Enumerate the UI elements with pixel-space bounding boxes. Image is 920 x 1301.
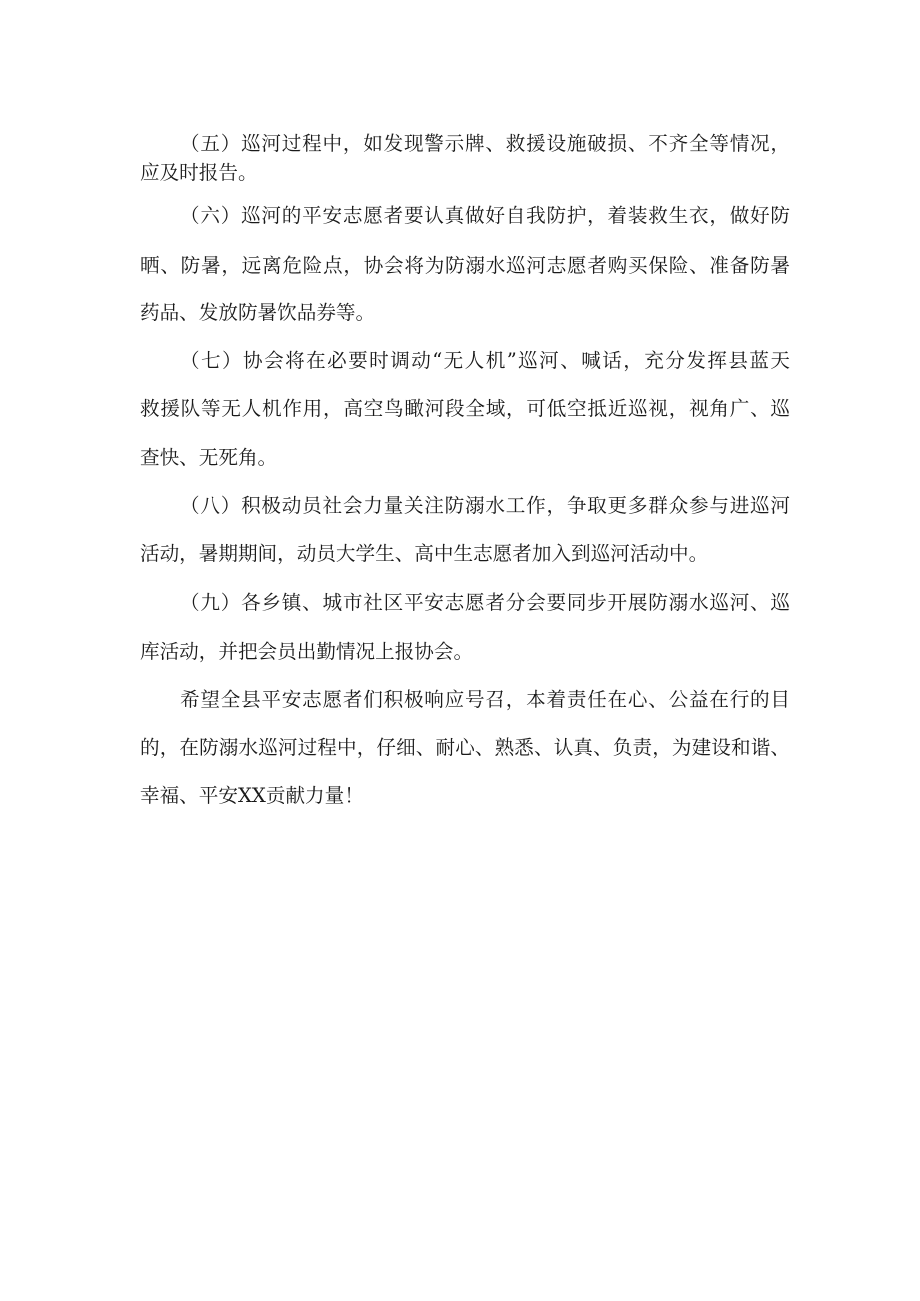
paragraph-7-line-2: 救援队等无人机作用，高空鸟瞰河段全域，可低空抵近巡视，视角广、巡 bbox=[140, 397, 790, 420]
paragraph-8-line-1: （八）积极动员社会力量关注防溺水工作，争取更多群众参与进巡河 bbox=[180, 494, 790, 517]
paragraph-6-line-2: 晒、防暑，远离危险点，协会将为防溺水巡河志愿者购买保险、准备防暑 bbox=[140, 254, 790, 277]
paragraph-9-line-2: 库活动，并把会员出勤情况上报协会。 bbox=[140, 640, 474, 663]
paragraph-5-line-2: 应及时报告。 bbox=[140, 161, 258, 184]
paragraph-7-line-1: （七）协会将在必要时调动“无人机”巡河、喊话，充分发挥县蓝天 bbox=[180, 349, 790, 372]
paragraph-6-line-1: （六）巡河的平安志愿者要认真做好自我防护，着装救生衣，做好防 bbox=[180, 204, 790, 227]
paragraph-9-line-1: （九）各乡镇、城市社区平安志愿者分会要同步开展防溺水巡河、巡 bbox=[180, 591, 790, 614]
paragraph-5-line-1: （五）巡河过程中，如发现警示牌、救援设施破损、不齐全等情况， bbox=[180, 132, 790, 155]
closing-paragraph-line-2: 的，在防溺水巡河过程中，仔细、耐心、熟悉、认真、负责，为建设和谐、 bbox=[140, 736, 790, 759]
closing-paragraph-line-1: 希望全县平安志愿者们积极响应号召，本着责任在心、公益在行的目 bbox=[180, 688, 790, 711]
closing-paragraph-line-3: 幸福、平安XX贡献力量！ bbox=[140, 784, 364, 807]
paragraph-8-line-2: 活动，暑期期间，动员大学生、高中生志愿者加入到巡河活动中。 bbox=[140, 542, 709, 565]
paragraph-6-line-3: 药品、发放防暑饮品券等。 bbox=[140, 301, 376, 324]
paragraph-7-line-3: 查快、无死角。 bbox=[140, 446, 278, 469]
